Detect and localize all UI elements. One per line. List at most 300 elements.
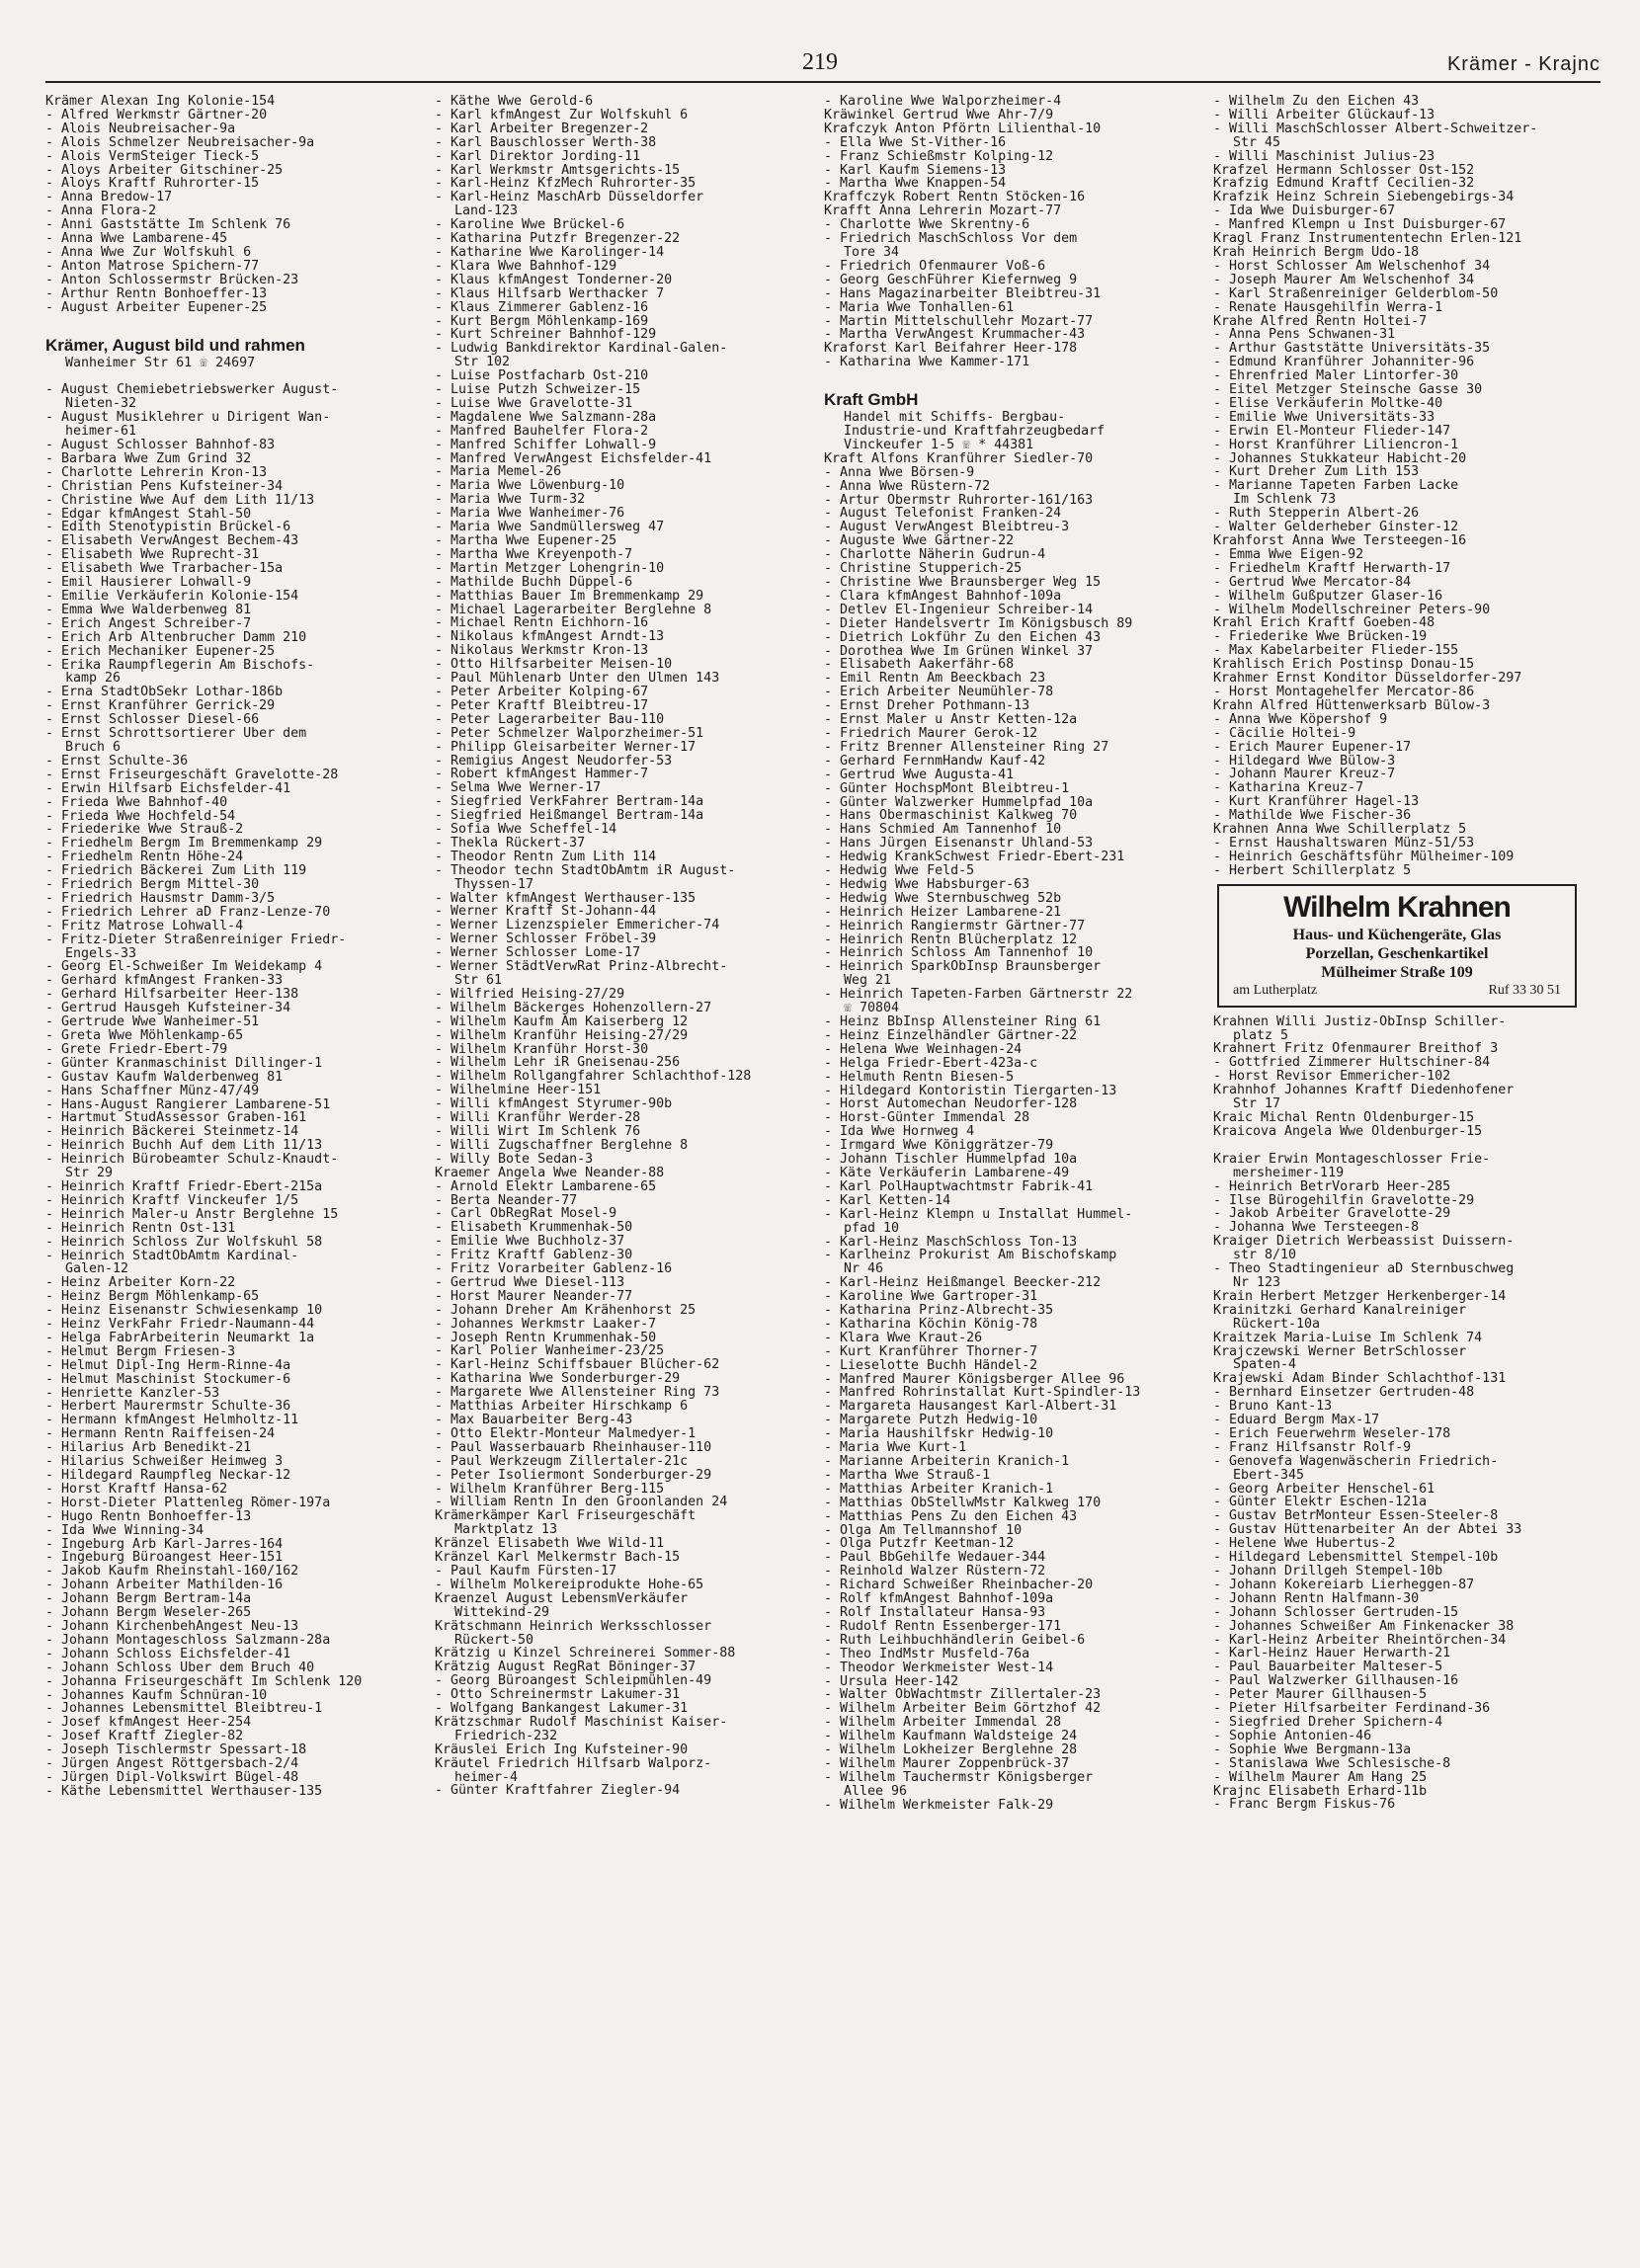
directory-entry: - Mathilde Wwe Fischer-36 <box>1213 809 1412 824</box>
directory-entry: - Rudolf Rentn Essenberger-171 <box>824 1619 1062 1634</box>
entry-continuation: platz 5 <box>1233 1028 1289 1043</box>
entry-continuation: mersheimer-119 <box>1233 1166 1345 1180</box>
directory-entry: - Manfred Klempn u Inst Duisburger-67 <box>1213 218 1507 233</box>
directory-entry: - Klara Wwe Bahnhof-129 <box>435 259 617 274</box>
directory-entry: - Karl Arbeiter Bregenzer-2 <box>435 122 649 136</box>
directory-entry: - Hilarius Arb Benedikt-21 <box>45 1441 252 1456</box>
directory-entry: - Alois Schmelzer Neubreisacher-9a <box>45 135 315 150</box>
directory-entry: - Heinrich Schloss Zur Wolfskuhl 58 <box>45 1235 323 1250</box>
directory-entry: - Berta Neander-77 <box>435 1193 578 1208</box>
directory-entry: - Ernst Haushaltswaren Münz-51/53 <box>1213 836 1475 850</box>
directory-entry: - Charlotte Näherin Gudrun-4 <box>824 548 1046 563</box>
directory-entry: - August Arbeiter Eupener-25 <box>45 300 268 315</box>
directory-entry: - Manfred VerwAngest Eichsfelder-41 <box>435 451 712 466</box>
directory-entry: - Olga Putzfr Keetman-12 <box>824 1537 1015 1552</box>
directory-entry: - Joseph Maurer Am Welschenhof 34 <box>1213 273 1475 287</box>
directory-entry: - Emilie Verkäuferin Kolonie-154 <box>45 590 299 604</box>
directory-entry: - Wilhelm Kranführer Berg-115 <box>435 1482 665 1497</box>
directory-entry: Kraenzel August LebensmVerkäufer <box>435 1591 689 1606</box>
directory-entry: - Carl ObRegRat Mosel-9 <box>435 1207 617 1222</box>
directory-entry: - Anna Wwe Börsen-9 <box>824 465 975 480</box>
directory-entry: - Wilhelm Zu den Eichen 43 <box>1213 95 1420 109</box>
directory-entry: - Martin Mittelschullehr Mozart-77 <box>824 314 1094 329</box>
directory-entry: - Horst Maurer Neander-77 <box>435 1289 633 1304</box>
directory-entry: - Werner Kraftf St-Johann-44 <box>435 905 657 920</box>
directory-entry: - Johanna Friseurgeschäft Im Schlenk 120 <box>45 1674 363 1689</box>
directory-entry: - Remigius Angest Neudorfer-53 <box>435 754 673 769</box>
directory-entry: Krafzig Edmund Kraftf Cecilien-32 <box>1213 177 1475 192</box>
directory-entry: - Ludwig Bankdirektor Kardinal-Galen- <box>435 342 728 357</box>
directory-entry: - Gustav Hüttenarbeiter An der Abtei 33 <box>1213 1523 1522 1538</box>
directory-entry: - Willi Arbeiter Glückauf-13 <box>1213 108 1435 122</box>
business-heading: Krämer, August bild und rahmen <box>45 335 305 355</box>
directory-entry: - Friedrich Hausmstr Damm-3/5 <box>45 891 276 906</box>
directory-entry: - Maria Wwe Tonhallen-61 <box>824 300 1015 315</box>
directory-entry: - Paul Mühlenarb Unter den Ulmen 143 <box>435 672 720 686</box>
directory-entry: - Erika Raumpflegerin Am Bischofs- <box>45 658 315 673</box>
entry-continuation: Str 29 <box>65 1167 114 1180</box>
directory-entry: - Willi MaschSchlosser Albert-Schweitzer- <box>1213 122 1538 136</box>
directory-entry: - Matthias Bauer Im Bremmenkamp 29 <box>435 589 704 604</box>
directory-entry: - William Rentn In den Groonlanden 24 <box>435 1496 728 1510</box>
directory-entry: - Martha Wwe Eupener-25 <box>435 534 617 548</box>
entry-continuation: str 8/10 <box>1233 1249 1297 1263</box>
directory-entry: - Klaus Zimmerer Gablenz-16 <box>435 300 649 315</box>
directory-entry: - Frieda Wwe Bahnhof-40 <box>45 795 228 810</box>
directory-entry: - Maria Memel-26 <box>435 465 562 480</box>
directory-entry: - Karl Kaufm Siemens-13 <box>824 163 1007 178</box>
directory-entry: - Heinrich Schloss Am Tannenhof 10 <box>824 946 1094 961</box>
directory-entry: - Heinz Bergm Möhlenkamp-65 <box>45 1290 260 1305</box>
ad-phone: Ruf 33 30 51 <box>1488 982 1561 998</box>
directory-entry: - Thekla Rückert-37 <box>435 836 586 850</box>
entry-continuation: Vinckeufer 1-5 ☏ * 44381 <box>844 438 1034 452</box>
directory-entry: - Selma Wwe Werner-17 <box>435 781 602 796</box>
directory-entry: - Maria Wwe Turm-32 <box>435 493 586 508</box>
directory-entry: - Werner Lizenzspieler Emmericher-74 <box>435 919 720 933</box>
directory-entry: - Christian Pens Kufsteiner-34 <box>45 479 284 494</box>
directory-entry: - Friederike Wwe Strauß-2 <box>45 823 244 838</box>
directory-entry: - Walter kfmAngest Werthauser-135 <box>435 891 697 906</box>
directory-entry: - August Chemiebetriebswerker August- <box>45 383 339 398</box>
directory-entry: - Heinrich Rentn Ost-131 <box>45 1221 236 1236</box>
directory-entry: - Katharine Wwe Karolinger-14 <box>435 245 665 260</box>
directory-entry: - Stanislawa Wwe Schlesische-8 <box>1213 1756 1451 1771</box>
directory-entry: - Johannes Schweißer Am Finkenacker 38 <box>1213 1619 1515 1634</box>
directory-entry: - Luise Putzh Schweizer-15 <box>435 383 641 397</box>
directory-entry: - Gertrud Wwe Mercator-84 <box>1213 575 1412 590</box>
directory-entry: - Katharina Prinz-Albrecht-35 <box>824 1304 1054 1318</box>
directory-entry: - Günter Elektr Eschen-121a <box>1213 1496 1428 1510</box>
directory-entry: - Elisabeth Aakerfähr-68 <box>824 658 1015 673</box>
directory-entry: - Wilhelm Kranführ Horst-30 <box>435 1042 649 1057</box>
directory-entry: - Kurt Kranführer Thorner-7 <box>824 1344 1038 1359</box>
directory-entry: - Grete Friedr-Ebert-79 <box>45 1042 228 1057</box>
directory-entry: - Karoline Wwe Brückel-6 <box>435 218 625 233</box>
directory-entry: - Alois VermSteiger Tieck-5 <box>45 149 260 164</box>
directory-entry: - Theo IndMstr Musfeld-76a <box>824 1647 1030 1661</box>
directory-entry: - Gertrud Wwe Diesel-113 <box>435 1275 625 1290</box>
directory-entry: - Wilhelm Kaufmann Waldsteige 24 <box>824 1730 1078 1744</box>
directory-entry: - Gerhard Hilfsarbeiter Heer-138 <box>45 988 299 1003</box>
directory-entry: - Erich Feuerwehrm Weseler-178 <box>1213 1426 1451 1441</box>
directory-entry: - Karl Ketten-14 <box>824 1193 951 1208</box>
directory-entry: - Paul Werkzeugm Zillertaler-21c <box>435 1454 689 1469</box>
directory-entry: Kraic Michal Rentn Oldenburger-15 <box>1213 1111 1475 1125</box>
directory-entry: - Karl-Heinz Arbeiter Rheintörchen-34 <box>1213 1633 1507 1648</box>
directory-entry: - Luise Postfacharb Ost-210 <box>435 369 649 384</box>
directory-entry: - Horst-Günter Immendal 28 <box>824 1111 1030 1126</box>
directory-entry: - Paul Bauarbeiter Malteser-5 <box>1213 1660 1443 1675</box>
entry-continuation: Ebert-345 <box>1233 1468 1305 1483</box>
directory-entry: - Horst Revisor Emmericher-102 <box>1213 1070 1451 1085</box>
directory-entry: - Fritz Matrose Lohwall-4 <box>45 919 244 933</box>
directory-column-4 <box>1213 95 1587 2258</box>
directory-entry: - Fritz Brenner Allensteiner Ring 27 <box>824 740 1109 755</box>
directory-entry: - Ruth Stepperin Albert-26 <box>1213 507 1420 522</box>
directory-entry: - Friedrich Bergm Mittel-30 <box>45 878 260 892</box>
directory-entry: - Anna Flora-2 <box>45 204 157 219</box>
directory-entry: - Gustav Kaufm Walderbenweg 81 <box>45 1070 284 1085</box>
directory-entry: - Jakob Arbeiter Gravelotte-29 <box>1213 1207 1451 1222</box>
directory-entry: - Kurt Schreiner Bahnhof-129 <box>435 328 657 343</box>
directory-entry: - Wilhelm Maurer Am Hang 25 <box>1213 1770 1428 1785</box>
entry-continuation: Rückert-50 <box>454 1633 534 1648</box>
directory-entry: Krajczewski Werner BetrSchlosser <box>1213 1344 1467 1359</box>
directory-entry: Krahnhof Johannes Kraftf Diedenhofener <box>1213 1084 1515 1098</box>
directory-entry: - Maria Wwe Sandmüllersweg 47 <box>435 521 665 534</box>
directory-entry: Krah Heinrich Bergm Udo-18 <box>1213 245 1420 260</box>
directory-entry: - Horst Automechan Neudorfer-128 <box>824 1097 1078 1112</box>
header-rule <box>45 81 1600 83</box>
directory-entry: - Erwin Hilfsarb Eichsfelder-41 <box>45 781 291 796</box>
directory-entry: - Erwin El-Monteur Flieder-147 <box>1213 424 1451 439</box>
directory-entry: - Johannes Werkmstr Laaker-7 <box>435 1317 657 1332</box>
directory-entry: - Heinz Eisenanstr Schwiesenkamp 10 <box>45 1304 323 1319</box>
directory-entry: Krahnen Willi Justiz-ObInsp Schiller- <box>1213 1014 1507 1029</box>
directory-entry: - Anna Wwe Zur Wolfskuhl 6 <box>45 245 252 260</box>
directory-entry: - Heinrich Bäckerei Steinmetz-14 <box>45 1125 299 1140</box>
directory-entry: - Wilhelm Molkereiprodukte Hohe-65 <box>435 1578 704 1592</box>
directory-entry: - Wilhelm Arbeiter Beim Görtzhof 42 <box>824 1702 1102 1717</box>
directory-entry: Kräwinkel Gertrud Wwe Ahr-7/9 <box>824 108 1054 122</box>
directory-entry: - Peter Schmelzer Walporzheimer-51 <box>435 726 704 741</box>
directory-entry: - Helene Wwe Hubertus-2 <box>1213 1537 1396 1552</box>
entry-continuation: heimer-61 <box>65 425 137 440</box>
directory-entry: - Rolf kfmAngest Bahnhof-109a <box>824 1592 1054 1606</box>
directory-entry: - Siegfried Heißmangel Bertram-14a <box>435 809 704 824</box>
directory-entry: Krajnc Elisabeth Erhard-11b <box>1213 1784 1428 1799</box>
directory-entry: - August Musiklehrer u Dirigent Wan- <box>45 411 331 426</box>
directory-column-1 <box>45 95 419 2258</box>
directory-entry: - Friedhelm Rentn Höhe-24 <box>45 850 244 865</box>
entry-continuation: Wittekind-29 <box>454 1605 550 1620</box>
directory-entry: - Heinrich Bürobeamter Schulz-Knaudt- <box>45 1153 339 1168</box>
directory-entry: - Martha Wwe Kreyenpoth-7 <box>435 547 633 562</box>
directory-entry: - Friedrich Bäckerei Zum Lith 119 <box>45 864 307 879</box>
directory-entry: - Werner Schlosser Fröbel-39 <box>435 932 657 947</box>
directory-entry: - Charlotte Lehrerin Kron-13 <box>45 465 268 480</box>
directory-entry: - Hilarius Schweißer Heimweg 3 <box>45 1455 284 1469</box>
entry-continuation: Engels-33 <box>65 946 137 961</box>
directory-entry: - Helena Wwe Weinhagen-24 <box>824 1042 1023 1057</box>
directory-entry: Krahe Alfred Rentn Holtei-7 <box>1213 314 1428 329</box>
directory-entry: - Heinrich Heizer Lambarene-21 <box>824 905 1062 920</box>
directory-entry: - Wilhelm Kranführ Heising-27/29 <box>435 1028 689 1043</box>
directory-entry: - Johann Dreher Am Krähenhorst 25 <box>435 1303 697 1318</box>
directory-entry: - Irmgard Wwe Königgrätzer-79 <box>824 1139 1054 1154</box>
directory-entry: - Mathilde Buchh Düppel-6 <box>435 575 633 590</box>
directory-entry: Krainitzki Gerhard Kanalreiniger <box>1213 1303 1467 1318</box>
directory-entry: - Paul Kaufm Fürsten-17 <box>435 1564 617 1579</box>
directory-entry: - Edmund Kranführer Johanniter-96 <box>1213 356 1475 370</box>
directory-entry: - Ernst Schulte-36 <box>45 754 189 769</box>
directory-entry: - Johann Montageschloss Salzmann-28a <box>45 1633 331 1648</box>
directory-entry: - Marianne Arbeiterin Kranich-1 <box>824 1455 1070 1469</box>
directory-entry: - Käthe Wwe Gerold-6 <box>435 95 594 109</box>
directory-entry: - Helmut Maschinist Stockumer-6 <box>45 1372 291 1387</box>
directory-entry: - Wilhelm Modellschreiner Peters-90 <box>1213 603 1491 617</box>
directory-entry: - Willi kfmAngest Styrumer-90b <box>435 1097 673 1112</box>
directory-entry: - Maria Haushilfskr Hedwig-10 <box>824 1427 1054 1442</box>
directory-entry: - Heinrich Geschäftsführ Mülheimer-109 <box>1213 850 1515 864</box>
directory-entry: - Peter Kraftf Bleibtreu-17 <box>435 698 649 713</box>
directory-entry: - Katharina Wwe Sonderburger-29 <box>435 1372 681 1387</box>
entry-continuation: Str 45 <box>1233 135 1281 150</box>
directory-entry: - Hans Magazinarbeiter Bleibtreu-31 <box>824 286 1102 301</box>
directory-entry: Krahnen Anna Wwe Schillerplatz 5 <box>1213 823 1467 837</box>
directory-entry: - Michael Rentn Eichhorn-16 <box>435 616 649 631</box>
directory-entry: - Ida Wwe Hornweg 4 <box>824 1125 975 1140</box>
directory-entry: - Peter Isoliermont Sonderburger-29 <box>435 1468 712 1483</box>
directory-entry: - Karl-Heinz MaschSchloss Ton-13 <box>824 1235 1078 1250</box>
directory-entry: - Willi Wirt Im Schlenk 76 <box>435 1124 641 1139</box>
directory-entry: - Georg Arbeiter Henschel-61 <box>1213 1482 1435 1497</box>
directory-entry: - Friedrich MaschSchloss Vor dem <box>824 232 1078 246</box>
directory-entry: - Manfred Schiffer Lohwall-9 <box>435 438 657 452</box>
directory-entry: - Elisabeth Krummenhak-50 <box>435 1221 633 1236</box>
ad-line: Porzellan, Geschenkartikel <box>1305 944 1489 962</box>
directory-entry: - Ernst Dreher Pothmann-13 <box>824 699 1030 714</box>
directory-entry: - Johann Maurer Kreuz-7 <box>1213 768 1396 782</box>
directory-entry: - Manfred Bauhelfer Flora-2 <box>435 424 649 439</box>
directory-entry: - Käthe Lebensmittel Werthauser-135 <box>45 1784 323 1799</box>
directory-entry: - Heinrich Kraftf Vinckeufer 1/5 <box>45 1193 299 1208</box>
directory-entry: - Alois Neubreisacher-9a <box>45 122 236 136</box>
directory-entry: - Manfred Rohrinstallat Kurt-Spindler-13 <box>824 1386 1141 1401</box>
directory-entry: - Johann Bergm Weseler-265 <box>45 1606 252 1620</box>
directory-entry: - Franz Schießmstr Kolping-12 <box>824 149 1054 164</box>
entry-continuation: Str 61 <box>454 974 503 988</box>
directory-entry: - Johann Schloss Über dem Bruch 40 <box>45 1660 315 1675</box>
directory-entry: - Helga FabrArbeiterin Neumarkt 1a <box>45 1331 315 1345</box>
directory-entry: - Gertrud Wwe Augusta-41 <box>824 768 1015 782</box>
directory-entry: - Johann Bergm Bertram-14a <box>45 1592 252 1607</box>
entry-continuation: Str 102 <box>454 356 511 370</box>
directory-column-2 <box>435 95 808 2258</box>
directory-entry: - Heinrich Kraftf Friedr-Ebert-215a <box>45 1179 323 1194</box>
directory-entry: - Peter Arbeiter Kolping-67 <box>435 685 649 699</box>
directory-entry: - Johann Drillgeh Stempel-10b <box>1213 1565 1443 1579</box>
directory-entry: - Sophie Antonien-46 <box>1213 1729 1372 1743</box>
directory-entry: - Erich Maurer Eupener-17 <box>1213 740 1412 755</box>
directory-entry: - Heinz VerkFahr Friedr-Naumann-44 <box>45 1318 315 1332</box>
directory-entry: Krajewski Adam Binder Schlachthof-131 <box>1213 1372 1507 1387</box>
ad-footer <box>1219 982 1575 1000</box>
entry-continuation: Im Schlenk 73 <box>1233 493 1337 508</box>
directory-entry: - Wilhelm Maurer Zoppenbrück-37 <box>824 1756 1070 1771</box>
directory-entry: - Elisabeth Wwe Trarbacher-15a <box>45 562 284 577</box>
directory-entry: - Artur Obermstr Ruhrorter-161/163 <box>824 493 1094 508</box>
directory-entry: - Paul BbGehilfe Wedauer-344 <box>824 1551 1046 1566</box>
directory-entry: - Ehrenfried Maler Lintorfer-30 <box>1213 369 1459 384</box>
spacer <box>45 369 419 383</box>
directory-entry: - Dietrich Lokführ Zu den Eichen 43 <box>824 630 1102 645</box>
directory-entry: - Marianne Tapeten Farben Lacke <box>1213 479 1459 494</box>
entry-continuation: Land-123 <box>454 204 519 219</box>
directory-entry: - Peter Maurer Gillhausen-5 <box>1213 1688 1428 1703</box>
directory-entry: - Klaus Hilfsarb Werthacker 7 <box>435 286 665 301</box>
ad-line: Haus- und Küchengeräte, Glas <box>1292 926 1502 943</box>
directory-entry: - Günter Walzwerker Hummelpfad 10a <box>824 795 1094 810</box>
entry-continuation: Tore 34 <box>844 245 900 260</box>
directory-entry: Krafczyk Anton Pförtn Lilienthal-10 <box>824 122 1102 136</box>
directory-entry: - Klara Wwe Kraut-26 <box>824 1331 983 1345</box>
directory-entry: - Cäcilie Holtei-9 <box>1213 726 1356 741</box>
directory-entry: - Otto Elektr-Monteur Malmedyer-1 <box>435 1426 697 1441</box>
directory-entry: - Fritz-Dieter Straßenreiniger Friedr- <box>45 932 347 947</box>
directory-entry: - Karlheinz Prokurist Am Bischofskamp <box>824 1249 1117 1263</box>
directory-entry: - Johann Tischler Hummelpfad 10a <box>824 1153 1078 1167</box>
entry-continuation: Handel mit Schiffs- Bergbau- <box>844 411 1066 426</box>
directory-entry: - Katharina Wwe Kammer-171 <box>824 356 1030 370</box>
directory-entry: - Siegfried Dreher Spichern-4 <box>1213 1715 1443 1730</box>
directory-entry: - Sophie Wwe Bergmann-13a <box>1213 1742 1412 1757</box>
directory-entry: - Jürgen Dipl-Volkswirt Bügel-48 <box>45 1770 299 1785</box>
directory-entry: - Katharina Köchin König-78 <box>824 1317 1038 1332</box>
directory-entry: Kraffczyk Robert Rentn Stöcken-16 <box>824 191 1086 205</box>
directory-entry: - Helga Friedr-Ebert-423a-c <box>824 1056 1038 1071</box>
directory-entry: - August Telefonist Franken-24 <box>824 507 1062 522</box>
directory-entry: - Wilfried Heising-27/29 <box>435 987 625 1002</box>
directory-entry: - Jürgen Angest Röttgersbach-2/4 <box>45 1757 299 1771</box>
directory-entry: - Franc Bergm Fiskus-76 <box>1213 1798 1396 1813</box>
directory-entry: - Anna Wwe Lambarene-45 <box>45 232 228 246</box>
directory-entry: - Willi Zugschaffner Berglehne 8 <box>435 1138 689 1153</box>
directory-entry: - Heinz BbInsp Allensteiner Ring 61 <box>824 1015 1102 1029</box>
directory-entry: - Johann Schlosser Gertruden-15 <box>1213 1605 1459 1620</box>
business-heading: Kraft GmbH <box>824 390 919 410</box>
directory-entry: - Anton Matrose Spichern-77 <box>45 259 260 274</box>
directory-entry: - Aloys Arbeiter Gitschiner-25 <box>45 163 284 178</box>
directory-entry: - Matthias ObStellwMstr Kalkweg 170 <box>824 1496 1102 1510</box>
directory-entry: Krahlisch Erich Postinsp Donau-15 <box>1213 658 1475 673</box>
directory-entry: Krätzig u Kinzel Schreinerei Sommer-88 <box>435 1647 736 1661</box>
directory-entry: - Dorothea Wwe Im Grünen Winkel 37 <box>824 644 1094 659</box>
directory-entry: - Anni Gaststätte Im Schlenk 76 <box>45 218 291 233</box>
directory-entry: - Eduard Bergm Max-17 <box>1213 1414 1380 1427</box>
directory-entry: - Reinhold Walzer Rüstern-72 <box>824 1565 1046 1580</box>
directory-entry: - Arnold Elektr Lambarene-65 <box>435 1179 657 1194</box>
directory-entry: - Karl-Heinz Schiffsbauer Blücher-62 <box>435 1358 720 1373</box>
directory-entry: - Bernhard Einsetzer Gertruden-48 <box>1213 1386 1475 1401</box>
directory-entry: - Hildegard Lebensmittel Stempel-10b <box>1213 1551 1499 1565</box>
directory-entry: - Alfred Werkmstr Gärtner-20 <box>45 108 268 122</box>
directory-entry: - Heinrich BetrVorarb Heer-285 <box>1213 1179 1451 1194</box>
directory-entry: - Karl-Heinz Hauer Herwarth-21 <box>1213 1647 1451 1661</box>
directory-entry: - Barbara Wwe Zum Grind 32 <box>45 451 252 466</box>
directory-entry: - Horst Kraftf Hansa-62 <box>45 1482 228 1497</box>
directory-entry: - Greta Wwe Möhlenkamp-65 <box>45 1029 244 1043</box>
directory-entry: - Karoline Wwe Walporzheimer-4 <box>824 95 1062 109</box>
directory-entry: Krämer Alexan Ing Kolonie-154 <box>45 95 276 109</box>
directory-entry: - Magdalene Wwe Salzmann-28a <box>435 410 657 425</box>
directory-entry: - Friedrich Maurer Gerok-12 <box>824 726 1038 741</box>
advertisement-box <box>1217 884 1577 1008</box>
directory-column-3 <box>824 95 1197 2258</box>
directory-entry: Kraier Erwin Montageschlosser Frie- <box>1213 1152 1491 1167</box>
directory-entry: - Hedwig Wwe Sternbuschweg 52b <box>824 891 1062 906</box>
spacer <box>45 315 419 329</box>
directory-entry: - Kurt Kranführer Hagel-13 <box>1213 795 1420 810</box>
directory-entry: - Christine Wwe Auf dem Lith 11/13 <box>45 493 315 508</box>
directory-entry: - Willi Maschinist Julius-23 <box>1213 149 1435 164</box>
directory-entry: - Max Bauarbeiter Berg-43 <box>435 1414 633 1427</box>
directory-entry: - Horst Montagehelfer Mercator-86 <box>1213 685 1475 699</box>
directory-entry: Krafzel Hermann Schlosser Ost-152 <box>1213 163 1475 178</box>
directory-entry: - Kurt Bergm Möhlenkamp-169 <box>435 314 649 329</box>
directory-entry: - Ernst Friseurgeschäft Gravelotte-28 <box>45 768 339 782</box>
directory-entry: - Georg GeschFührer Kiefernweg 9 <box>824 273 1078 287</box>
directory-entry: - Paul Wasserbauarb Rheinhauser-110 <box>435 1440 712 1455</box>
directory-entry: - Theo Stadtingenieur aD Sternbuschweg <box>1213 1262 1515 1276</box>
directory-entry: - Ruth Leihbuchhändlerin Geibel-6 <box>824 1633 1086 1648</box>
spacer <box>1213 1139 1587 1153</box>
directory-entry: - Anna Bredow-17 <box>45 191 173 205</box>
directory-entry: - Horst Schlosser Am Welschenhof 34 <box>1213 259 1491 274</box>
directory-entry: - Maria Wwe Kurt-1 <box>824 1441 967 1455</box>
directory-entry: - Anna Wwe Köpershof 9 <box>1213 712 1388 727</box>
directory-entry: - Martha Wwe Strauß-1 <box>824 1468 991 1483</box>
directory-entry: - Emma Wwe Eigen-92 <box>1213 547 1364 562</box>
directory-entry: - Heinrich Rentn Blücherplatz 12 <box>824 932 1078 947</box>
directory-entry: - Otto Schreinermstr Lakumer-31 <box>435 1688 681 1703</box>
directory-entry: - Gerhard FernmHandw Kauf-42 <box>824 754 1046 769</box>
entry-continuation: pfad 10 <box>844 1221 900 1236</box>
directory-entry: - Wilhelm Gußputzer Glaser-16 <box>1213 589 1443 604</box>
directory-entry: - Fritz Kraftf Gablenz-30 <box>435 1249 633 1263</box>
directory-entry: - Renate Hausgehilfin Werra-1 <box>1213 300 1443 315</box>
directory-entry: - Friedrich Lehrer aD Franz-Lenze-70 <box>45 905 331 920</box>
directory-entry: - Johann KirchenbehAngest Neu-13 <box>45 1619 299 1634</box>
directory-entry: Krahn Alfred Hüttenwerksarb Bülow-3 <box>1213 698 1491 713</box>
directory-entry: - Maria Wwe Löwenburg-10 <box>435 479 625 494</box>
directory-entry: - Hans Schmied Am Tannenhof 10 <box>824 823 1062 838</box>
directory-entry: - Käte Verkäuferin Lambarene-49 <box>824 1166 1070 1180</box>
directory-entry: - Hedwig Wwe Feld-5 <box>824 864 975 878</box>
directory-entry: - Hildegard Wwe Bülow-3 <box>1213 754 1396 769</box>
directory-entry: - Siegfried VerkFahrer Bertram-14a <box>435 795 704 810</box>
directory-entry: - Wolfgang Bankangest Lakumer-31 <box>435 1702 689 1716</box>
directory-entry: - Wilhelm Lehr iR Gneisenau-256 <box>435 1056 681 1071</box>
entry-continuation: ☏ 70804 <box>844 1002 900 1015</box>
directory-entry: - Auguste Wwe Gärtner-22 <box>824 534 1015 549</box>
directory-entry: - Peter Lagerarbeiter Bau-110 <box>435 712 665 727</box>
directory-entry: - Jakob Kaufm Rheinstahl-160/162 <box>45 1565 299 1580</box>
directory-entry: Krahforst Anna Wwe Tersteegen-16 <box>1213 534 1467 548</box>
directory-entry: - Lieselotte Buchh Händel-2 <box>824 1358 1038 1373</box>
directory-entry: - Margarete Wwe Allensteiner Ring 73 <box>435 1386 720 1401</box>
